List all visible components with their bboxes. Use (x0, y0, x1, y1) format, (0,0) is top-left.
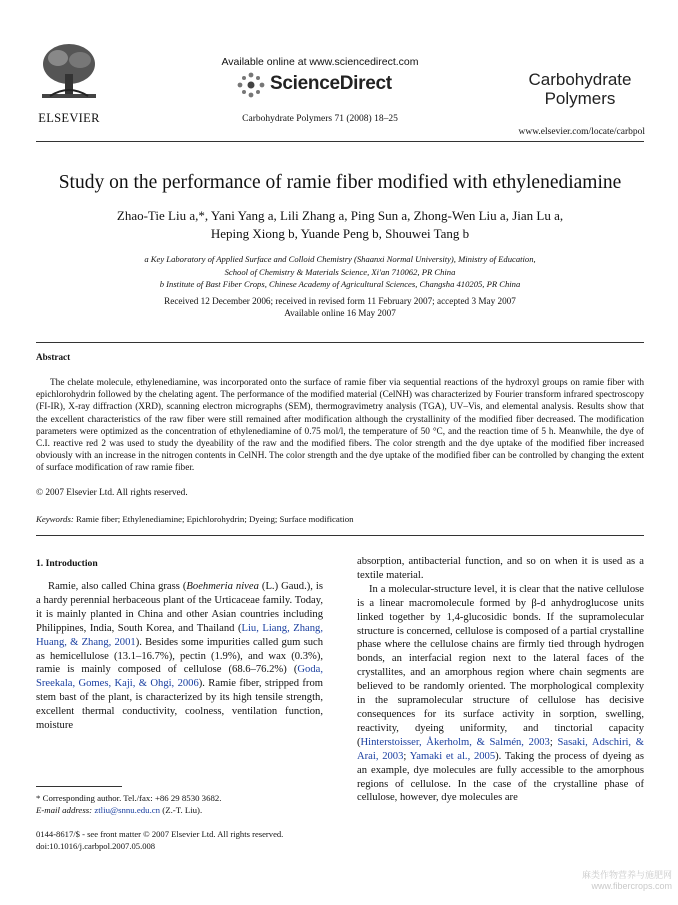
site-watermark (552, 870, 672, 892)
journal-name-line1: Carbohydrate (528, 70, 632, 89)
header-divider (36, 141, 644, 142)
abstract-text: The chelate molecule, ethylenediamine, was incorporated onto the surface of ramie fiber via sequential reactions of the hydroxyl groups on ramie fiber with epichlorohydrin followed by the chelating agent. The performance of the modified material (CelNH) was characterized by Fourier transform infrared spectroscopy (FI-IR), X-ray diffraction (XRD), scanning electron micrographs (SEM), thermogravimetry analysis (TGA), UV–Vis, and elemental analysis. Results show that the excellent characteristics of the raw fiber were still remained after modification although the crystallinity of the modified fiber decreased. The modification parameters were optimized as the concentration of ethylenediamine of 0.75 mol/l, the temperature of 50 °C, and the reaction time of 5 h. Meanwhile, the dye of C.I. reactive red 2 was used to study the dyeability of the raw and the modified fibers. The color strength and the dye uptake of the modified fiber increased obviously with an increase in the nitrogen contents in CelNH. The color strength and the dye uptake of the modified fiber can be controlled by changing the extent of surface modification of raw ramie fiber. (36, 378, 644, 474)
journal-name-line2: Polymers (544, 89, 616, 108)
keywords-list: Ramie fiber; Ethylenediamine; Epichlorohydrin; Dyeing; Surface modification (76, 514, 354, 524)
affiliations (70, 253, 610, 291)
species-name: Boehmeria nivea (186, 581, 259, 592)
elsevier-tree-logo (36, 40, 102, 102)
intro-paragraph-2 (357, 583, 644, 806)
doi-line[interactable]: doi:10.1016/j.carbpol.2007.05.008 (36, 841, 156, 851)
abstract-copyright: © 2007 Elsevier Ltd. All rights reserved. (36, 488, 188, 498)
citation-link[interactable]: Liu, Liang, Zhang, Huang, & Zhang, 2001 (36, 622, 324, 648)
text-run: ). Ramie fiber, stripped from stem bast of the plant, is characterized by its high tensile strength, excellent thermal conductivity, coolness, ventilation function, moisture (36, 678, 324, 732)
authors-line2: Heping Xiong b, Yuande Peng b, Shouwei Tang b (210, 226, 470, 241)
affiliation-a-line1: a Key Laboratory of Applied Surface and Colloid Chemistry (Shaanxi Normal University), Ministry of Education, (144, 254, 536, 264)
author-list (60, 207, 620, 243)
received-dates: Received 12 December 2006; received in revised form 11 February 2007; accepted 3 May 2007 (164, 296, 516, 306)
citation-link[interactable]: Sasaki, Adschiri, & Arai, 2003 (357, 736, 645, 762)
available-date: Available online 16 May 2007 (284, 308, 396, 318)
sciencedirect-wordmark: ScienceDirect (270, 73, 392, 94)
journal-url[interactable]: www.elsevier.com/locate/carbpol (518, 127, 645, 137)
footnote-divider (36, 786, 122, 787)
email-line (36, 805, 326, 817)
keywords-label: Keywords: (36, 514, 74, 524)
text-run: Ramie, also called China grass ( (48, 581, 187, 592)
intro-paragraph-1 (36, 580, 323, 733)
intro-paragraph-continued: absorption, antibacterial function, and so on when it is used as a textile material. (357, 556, 644, 581)
citation-link[interactable]: Hinterstoisser, Åkerholm, & Salmén, 2003 (360, 736, 550, 748)
available-online: Available online at www.sciencedirect.com (221, 56, 419, 68)
journal-reference: Carbohydrate Polymers 71 (2008) 18–25 (242, 114, 398, 124)
abstract-top-divider (36, 342, 644, 343)
sciencedirect-logo-icon (236, 71, 266, 99)
abstract-heading: Abstract (36, 352, 71, 362)
citation-link[interactable]: Yamaki et al., 2005 (409, 750, 496, 762)
email-link[interactable]: ztliu@snnu.edu.cn (94, 804, 161, 815)
text-run: ; (549, 736, 558, 748)
watermark-line2: www.fibercrops.com (591, 881, 672, 891)
journal-name (510, 70, 650, 108)
authors-line1: Zhao-Tie Liu a,*, Yani Yang a, Lili Zhang a, Ping Sun a, Zhong-Wen Liu a, Jian Lu a, (116, 208, 564, 223)
keywords (36, 514, 644, 524)
text-run: ). Besides some impurities called gum such as hemicellulose (13.1–16.7%), pectin (1.9%), and wax (0.3%), ramie is mainly composed of cellulose (68.6–76.2%) ( (36, 636, 323, 676)
article-title: Study on the performance of ramie fiber modified with ethylenediamine (58, 172, 622, 193)
corresponding-author: * Corresponding author. Tel./fax: +86 29 8530 3682. (36, 793, 222, 803)
publisher-name: ELSEVIER (38, 111, 100, 125)
footnote (36, 793, 326, 816)
text-run: (L.) Gaud.), is a hardy perennial herbaceous plant of the Urticaceae family. Today, it is mainly planted in China and other Asian countries including Philippines, India, South Korea, and Thailand ( (36, 581, 323, 634)
left-column (36, 580, 323, 733)
affiliation-b: b Institute of Bast Fiber Crops, Chinese Academy of Agricultural Sciences, Changsha 410205, PR China (159, 279, 521, 289)
email-suffix: (Z.-T. Liu). (160, 804, 203, 815)
citation-link[interactable]: Goda, Sreekala, Gomes, Kaji, & Ohgi, 2006 (36, 664, 323, 690)
text-run: In a molecular-structure level, it is clear that the native cellulose is a linear macromolecule formed by β-d anhydroglucose units linked together by 1,4-glucosidic bonds. If the supramolecular structure is concerned, cellulose is composed of a partial crystalline phase where the cellulose chains are firmly tied through hydrogen bonds, an interfacial region next to the lateral faces of the crystallites, and an amorphous region where chain segments are believed to be randomly oriented. The morphological complexity in the supramolecular structure of cellulose has decisive consequences for its surface activity in sorption, swelling, reactivity, dyeing uniformity, and tinctorial capacity ( (357, 583, 644, 748)
issn-line: 0144-8617/$ - see front matter © 2007 Elsevier Ltd. All rights reserved. (36, 829, 284, 839)
front-matter (36, 828, 336, 852)
affiliation-a-line2: School of Chemistry & Materials Science, Xi'an 710062, PR China (224, 266, 456, 277)
abstract-bottom-divider (36, 535, 644, 536)
text-run: ). Taking the process of dyeing as an example, dye molecules are fully accessible to the amorphous regions of cellulose. In the case of the crystalline phase of cellulose, however, dye molecules are (357, 750, 645, 804)
email-label: E-mail address: (36, 804, 93, 815)
watermark-line1: 麻类作物营养与施肥网 (581, 870, 672, 880)
right-column (357, 555, 644, 805)
article-dates (70, 295, 610, 319)
text-run: ; (403, 750, 410, 762)
section-heading-introduction: 1. Introduction (36, 558, 98, 569)
